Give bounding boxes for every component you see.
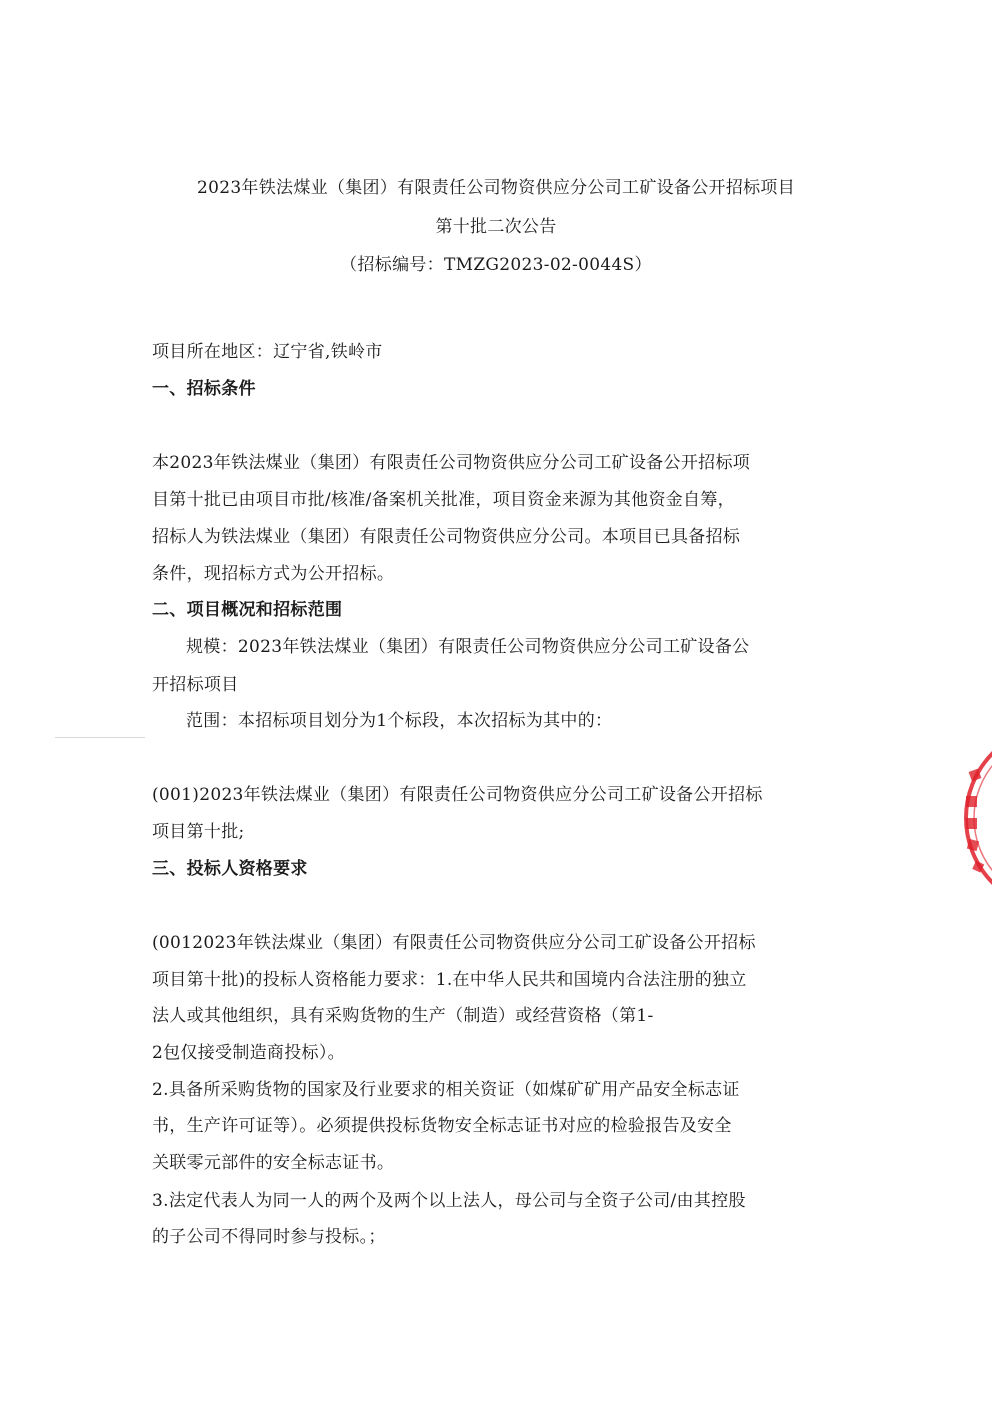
section1-text-line: 招标人为铁法煤业（集团）有限责任公司物资供应分公司。本项目已具备招标 xyxy=(152,527,741,547)
section1-text-line: 条件，现招标方式为公开招标。 xyxy=(152,564,395,584)
project-region: 项目所在地区：辽宁省,铁岭市 xyxy=(152,342,383,362)
section3-text-line: 2包仅接受制造商投标）。 xyxy=(152,1043,345,1063)
section3-text-line: 书，生产许可证等）。必须提供投标货物安全标志证书对应的检验报告及安全 xyxy=(152,1116,732,1136)
section1-text-line: 目第十批已由项目市批/核准/备案机关批准，项目资金来源为其他资金自筹， xyxy=(152,490,735,510)
section3-heading: 三、投标人资格要求 xyxy=(152,859,308,879)
section3-text-line: 项目第十批)的投标人资格能力要求：1.在中华人民共和国境内合法注册的独立 xyxy=(152,970,747,990)
lot-text-line1: (001)2023年铁法煤业（集团）有限责任公司物资供应分公司工矿设备公开招标 xyxy=(152,785,763,805)
scope-text: 范围：本招标项目划分为1个标段，本次招标为其中的： xyxy=(186,711,613,731)
section1-text-line: 本2023年铁法煤业（集团）有限责任公司物资供应分公司工矿设备公开招标项 xyxy=(152,453,751,473)
section3-text-line: 3.法定代表人为同一人的两个及两个以上法人，母公司与全资子公司/由其控股 xyxy=(152,1191,746,1211)
scale-text-line1: 规模：2023年铁法煤业（集团）有限责任公司物资供应分公司工矿设备公 xyxy=(186,637,750,657)
document-title-line1: 2023年铁法煤业（集团）有限责任公司物资供应分公司工矿设备公开招标项目 xyxy=(196,178,796,198)
lot-text-line2: 项目第十批; xyxy=(152,822,245,842)
document-title-line2: 第十批二次公告 xyxy=(435,217,557,237)
section3-text-line: 的子公司不得同时参与投标。； xyxy=(152,1227,386,1247)
tender-number: （招标编号：TMZG2023-02-0044S） xyxy=(340,255,652,275)
section3-text-line: 2.具备所采购货物的国家及行业要求的相关资证（如煤矿矿用产品安全标志证 xyxy=(152,1080,740,1100)
section3-text-line: 关联零元部件的安全标志证书。 xyxy=(152,1153,395,1173)
section3-text-line: (0012023年铁法煤业（集团）有限责任公司物资供应分公司工矿设备公开招标 xyxy=(152,933,756,953)
scan-artifact-line xyxy=(55,737,145,738)
section3-text-line: 法人或其他组织，具有采购货物的生产（制造）或经营资格（第1- xyxy=(152,1006,654,1026)
company-seal-stamp xyxy=(948,718,992,918)
scale-text-line2: 开招标项目 xyxy=(152,675,239,695)
section2-heading: 二、项目概况和招标范围 xyxy=(152,600,343,620)
section1-heading: 一、招标条件 xyxy=(152,379,256,399)
